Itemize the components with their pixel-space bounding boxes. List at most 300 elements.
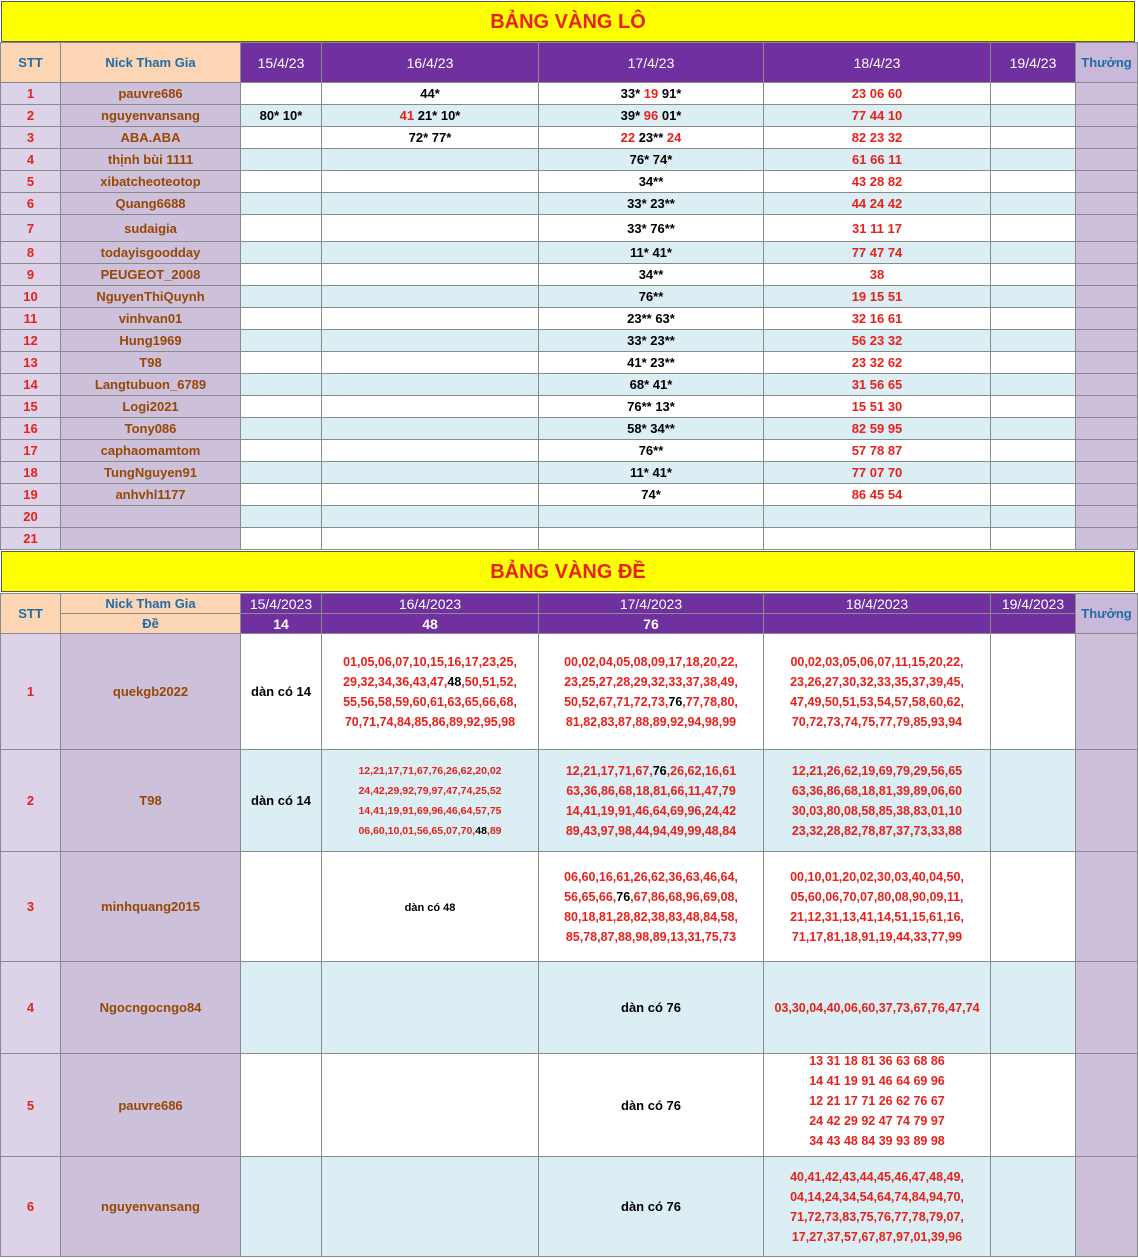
de-cell-d15 <box>241 852 322 962</box>
lo-cell-d16 <box>322 374 539 396</box>
lo-cell-d17: 34** <box>539 264 764 286</box>
de-number-list <box>764 867 990 947</box>
de-number-segment: 01,05,06,07,10,15,16,17,23,25, <box>343 654 517 669</box>
de-number-segment: 48 <box>475 824 487 837</box>
de-cell-d16 <box>322 852 539 962</box>
lo-stt: 3 <box>1 127 61 149</box>
de-result-17: 76 <box>539 614 764 634</box>
lo-prize <box>1076 462 1138 484</box>
lo-cell-d16 <box>322 440 539 462</box>
de-header-date-18: 18/4/2023 <box>764 594 991 614</box>
de-number-line <box>539 781 763 801</box>
lo-row <box>1 127 1138 149</box>
lo-cell-d16 <box>322 528 539 550</box>
lo-nick: Langtubuon_6789 <box>61 374 241 396</box>
de-number-segment: 06,60,10,01,56,65,07,70, <box>358 824 476 837</box>
de-result-row <box>1 614 1138 634</box>
de-number-list <box>322 761 538 841</box>
de-row <box>1 634 1138 750</box>
header-date-17: 17/4/23 <box>539 43 764 83</box>
lo-stt: 6 <box>1 193 61 215</box>
lo-cell-d18: 38 <box>764 264 991 286</box>
header-date-15: 15/4/23 <box>241 43 322 83</box>
lo-nick <box>61 506 241 528</box>
lo-cell-d16 <box>322 193 539 215</box>
lo-row <box>1 193 1138 215</box>
de-number-line <box>539 761 763 781</box>
lo-cell-d18: 31 56 65 <box>764 374 991 396</box>
de-cell-d18 <box>764 634 991 750</box>
de-number-line <box>764 1187 990 1207</box>
lo-stt: 9 <box>1 264 61 286</box>
de-number-line <box>322 761 538 781</box>
de-dan-label: dàn có 14 <box>251 684 311 699</box>
lo-row <box>1 215 1138 242</box>
lo-cell-d16: 72* 77* <box>322 127 539 149</box>
lo-nick: TungNguyen91 <box>61 462 241 484</box>
lo-cell-d16 <box>322 149 539 171</box>
de-row <box>1 1157 1138 1257</box>
lo-cell-d19 <box>991 286 1076 308</box>
de-number-segment: ,67,86,68,96,69,08, <box>630 889 738 904</box>
lo-cell-d19 <box>991 528 1076 550</box>
de-number-segment: 70,71,74,84,85,86,89,92,95,98 <box>344 714 516 729</box>
de-number-line <box>764 672 990 692</box>
de-number-segment: 34 43 48 84 39 93 89 98 <box>809 1134 945 1148</box>
lo-nick: Hung1969 <box>61 330 241 352</box>
de-number-segment: 76 <box>616 889 631 904</box>
de-number-segment: 71,17,81,18,91,19,44,33,77,99 <box>791 929 963 944</box>
de-number-segment: 12,21,17,71,67,76,26,62,20,02 <box>358 764 502 777</box>
de-number-line <box>322 712 538 732</box>
de-prize <box>1076 852 1138 962</box>
de-row <box>1 1054 1138 1157</box>
lo-cell-d17 <box>539 506 764 528</box>
lo-stt: 10 <box>1 286 61 308</box>
de-number-segment: 23,25,27,28,29,32,33,37,38,49, <box>564 674 738 689</box>
de-number-segment: 55,56,58,59,60,61,63,65,66,68, <box>343 694 517 709</box>
de-number-line <box>764 712 990 732</box>
lo-cell-d19 <box>991 484 1076 506</box>
lo-nick: vinhvan01 <box>61 308 241 330</box>
de-number-list <box>764 652 990 732</box>
lo-cell-d19 <box>991 264 1076 286</box>
de-number-line <box>764 998 990 1018</box>
de-number-line <box>764 1207 990 1227</box>
de-cell-d18 <box>764 962 991 1054</box>
de-stt: 1 <box>1 634 61 750</box>
lo-pick: 33* <box>620 86 644 101</box>
lo-cell-d16 <box>322 462 539 484</box>
lo-cell-d16 <box>322 242 539 264</box>
de-header-stt: STT <box>1 594 61 634</box>
lo-cell-d17: 33* 23** <box>539 330 764 352</box>
lo-cell-d17: 76** 13* <box>539 396 764 418</box>
de-cell-d19 <box>991 852 1076 962</box>
de-number-line <box>764 692 990 712</box>
de-number-line <box>539 652 763 672</box>
de-number-segment: ,77,78,80, <box>682 694 738 709</box>
de-result-19 <box>991 614 1076 634</box>
de-prize <box>1076 962 1138 1054</box>
lo-pick: 96 <box>643 108 659 123</box>
lo-row <box>1 528 1138 550</box>
lo-cell-d18: 56 23 32 <box>764 330 991 352</box>
de-number-segment: 56,65,66, <box>564 889 617 904</box>
de-number-segment: 70,72,73,74,75,77,79,85,93,94 <box>791 714 963 729</box>
lo-cell-d15 <box>241 242 322 264</box>
de-number-segment: 23,26,27,30,32,33,35,37,39,45, <box>790 674 964 689</box>
de-cell-d18 <box>764 1054 991 1157</box>
de-number-segment: ,50,51,52, <box>461 674 517 689</box>
lo-cell-d19 <box>991 127 1076 149</box>
lo-cell-d15 <box>241 264 322 286</box>
de-header-date-15: 15/4/2023 <box>241 594 322 614</box>
de-number-line <box>764 1071 990 1091</box>
lo-pick: 23** <box>635 130 667 145</box>
lo-prize <box>1076 171 1138 193</box>
de-banner <box>1 551 1135 592</box>
de-dan-label: dàn có 76 <box>621 1000 681 1015</box>
lo-cell-d17: 74* <box>539 484 764 506</box>
lo-row <box>1 506 1138 528</box>
de-number-line <box>322 652 538 672</box>
lo-row <box>1 149 1138 171</box>
lo-cell-d15 <box>241 149 322 171</box>
de-number-segment: 30,03,80,08,58,85,38,83,01,10 <box>791 803 963 818</box>
lo-cell-d15 <box>241 506 322 528</box>
de-header-row <box>1 594 1138 614</box>
de-nick: minhquang2015 <box>61 852 241 962</box>
de-stt: 6 <box>1 1157 61 1257</box>
lo-pick: 41 <box>399 108 415 123</box>
de-row <box>1 962 1138 1054</box>
lo-nick: PEUGEOT_2008 <box>61 264 241 286</box>
de-table <box>0 593 1138 1257</box>
lo-cell-d17 <box>539 127 764 149</box>
de-number-segment: 00,02,04,05,08,09,17,18,20,22, <box>564 654 738 669</box>
lo-row <box>1 264 1138 286</box>
de-header-nick: Nick Tham Gia <box>61 594 241 614</box>
lo-cell-d17: 23** 63* <box>539 308 764 330</box>
lo-cell-d17: 41* 23** <box>539 352 764 374</box>
de-cell-d16 <box>322 1157 539 1257</box>
lo-cell-d19 <box>991 418 1076 440</box>
lo-stt: 2 <box>1 105 61 127</box>
de-number-line <box>764 1227 990 1247</box>
lo-cell-d17: 33* 23** <box>539 193 764 215</box>
de-nick: pauvre686 <box>61 1054 241 1157</box>
lo-cell-d17: 58* 34** <box>539 418 764 440</box>
de-number-line <box>764 887 990 907</box>
de-number-segment: 63,36,86,68,18,81,39,89,06,60 <box>791 783 963 798</box>
de-stt: 4 <box>1 962 61 1054</box>
lo-cell-d18: 86 45 54 <box>764 484 991 506</box>
lo-nick: sudaigia <box>61 215 241 242</box>
de-dan-label: dàn có 48 <box>404 902 456 914</box>
lo-stt: 13 <box>1 352 61 374</box>
lo-cell-d18: 43 28 82 <box>764 171 991 193</box>
de-header-de: Đề <box>61 614 241 634</box>
lo-pick: 24 <box>666 130 682 145</box>
de-number-list <box>764 1054 990 1152</box>
lo-cell-d19 <box>991 83 1076 105</box>
de-number-segment: 80,18,81,28,82,38,83,48,84,58, <box>564 909 738 924</box>
de-number-segment: 76 <box>668 694 683 709</box>
de-number-line <box>539 672 763 692</box>
lo-prize <box>1076 83 1138 105</box>
lo-cell-d18 <box>764 506 991 528</box>
de-stt: 3 <box>1 852 61 962</box>
lo-nick: todayisgoodday <box>61 242 241 264</box>
lo-cell-d17: 11* 41* <box>539 462 764 484</box>
de-cell-d19 <box>991 634 1076 750</box>
lo-stt: 17 <box>1 440 61 462</box>
lo-cell-d18: 82 59 95 <box>764 418 991 440</box>
de-number-segment: 63,36,86,68,18,81,66,11,47,79 <box>566 783 736 798</box>
de-cell-d15 <box>241 962 322 1054</box>
lo-row <box>1 242 1138 264</box>
lo-cell-d15 <box>241 528 322 550</box>
de-number-segment: 14 41 19 91 46 64 69 96 <box>809 1074 945 1088</box>
de-number-line <box>764 761 990 781</box>
de-number-segment: 81,82,83,87,88,89,92,94,98,99 <box>565 714 737 729</box>
lo-cell-d15 <box>241 462 322 484</box>
lo-cell-d16 <box>322 264 539 286</box>
de-number-line <box>539 907 763 927</box>
de-number-list <box>539 761 763 841</box>
lo-row <box>1 286 1138 308</box>
de-cell-d19 <box>991 1054 1076 1157</box>
de-number-segment: ,89 <box>486 824 502 837</box>
lo-cell-d19 <box>991 440 1076 462</box>
lo-pick: 19 <box>643 86 659 101</box>
de-number-line <box>322 692 538 712</box>
lo-pick: 01* <box>658 108 682 123</box>
lo-row <box>1 418 1138 440</box>
lo-cell-d19 <box>991 396 1076 418</box>
de-number-segment: 23,32,28,82,78,87,37,73,33,88 <box>791 823 963 838</box>
lo-row <box>1 308 1138 330</box>
lo-cell-d19 <box>991 105 1076 127</box>
de-cell-d17 <box>539 750 764 852</box>
de-number-line <box>764 1111 990 1131</box>
de-number-line <box>764 801 990 821</box>
lo-cell-d16 <box>322 418 539 440</box>
de-number-line <box>539 801 763 821</box>
de-cell-d17 <box>539 634 764 750</box>
lo-cell-d17: 76** <box>539 440 764 462</box>
lo-cell-d19 <box>991 149 1076 171</box>
de-cell-d17 <box>539 852 764 962</box>
lo-cell-d19 <box>991 308 1076 330</box>
de-header-date-17: 17/4/2023 <box>539 594 764 614</box>
de-cell-d15 <box>241 1157 322 1257</box>
lo-prize <box>1076 286 1138 308</box>
de-number-segment: 04,14,24,34,54,64,74,84,94,70, <box>790 1189 964 1204</box>
lo-stt: 14 <box>1 374 61 396</box>
lo-cell-d15 <box>241 418 322 440</box>
de-stt: 5 <box>1 1054 61 1157</box>
lo-cell-d16: 44* <box>322 83 539 105</box>
de-cell-d18 <box>764 1157 991 1257</box>
de-number-segment: 85,78,87,88,98,89,13,31,75,73 <box>565 929 737 944</box>
de-number-list <box>764 1167 990 1247</box>
de-number-line <box>322 781 538 801</box>
de-number-line <box>322 821 538 841</box>
lo-cell-d15 <box>241 193 322 215</box>
lo-cell-d15: 80* 10* <box>241 105 322 127</box>
lo-prize <box>1076 242 1138 264</box>
de-number-segment: 24 42 29 92 47 74 79 97 <box>809 1114 945 1128</box>
de-title: BẢNG VÀNG ĐỀ <box>490 561 646 583</box>
lo-cell-d15 <box>241 286 322 308</box>
lo-row <box>1 352 1138 374</box>
de-number-line <box>764 781 990 801</box>
lo-row <box>1 396 1138 418</box>
lo-row <box>1 484 1138 506</box>
de-number-line <box>764 1054 990 1072</box>
de-number-segment: 13 31 18 81 36 63 68 86 <box>809 1054 945 1068</box>
de-cell-d16 <box>322 962 539 1054</box>
de-number-list <box>539 867 763 947</box>
lo-prize <box>1076 105 1138 127</box>
lo-cell-d19 <box>991 193 1076 215</box>
lo-row <box>1 83 1138 105</box>
de-number-segment: 76 <box>652 763 667 778</box>
de-number-line <box>539 927 763 947</box>
lo-cell-d16 <box>322 484 539 506</box>
lo-cell-d18 <box>764 528 991 550</box>
de-number-segment: 12,21,26,62,19,69,79,29,56,65 <box>791 763 963 778</box>
lo-stt: 19 <box>1 484 61 506</box>
de-cell-d16 <box>322 750 539 852</box>
de-number-segment: 12 21 17 71 26 62 76 67 <box>809 1094 945 1108</box>
lo-prize <box>1076 352 1138 374</box>
lo-cell-d16 <box>322 330 539 352</box>
lo-header-row <box>1 43 1138 83</box>
lo-nick: Quang6688 <box>61 193 241 215</box>
lo-pick: 21* 10* <box>414 108 461 123</box>
lo-row <box>1 105 1138 127</box>
de-dan-label: dàn có 14 <box>251 793 311 808</box>
lo-cell-d18: 44 24 42 <box>764 193 991 215</box>
de-nick: quekgb2022 <box>61 634 241 750</box>
de-prize <box>1076 1157 1138 1257</box>
lo-prize <box>1076 308 1138 330</box>
lo-title: BẢNG VÀNG LÔ <box>490 11 646 33</box>
de-nick: nguyenvansang <box>61 1157 241 1257</box>
lo-cell-d16 <box>322 396 539 418</box>
lo-cell-d19 <box>991 330 1076 352</box>
de-nick: Ngocngocngo84 <box>61 962 241 1054</box>
de-number-line <box>764 1131 990 1151</box>
lo-cell-d17: 11* 41* <box>539 242 764 264</box>
header-nick: Nick Tham Gia <box>61 43 241 83</box>
de-number-segment: ,26,62,16,61 <box>666 763 737 778</box>
lo-cell-d17 <box>539 105 764 127</box>
lo-prize <box>1076 330 1138 352</box>
lo-cell-d15 <box>241 127 322 149</box>
lo-nick <box>61 528 241 550</box>
de-number-segment: 14,41,19,91,46,64,69,96,24,42 <box>565 803 737 818</box>
lo-row <box>1 171 1138 193</box>
de-number-segment: 50,52,67,71,72,73, <box>564 694 669 709</box>
lo-prize <box>1076 506 1138 528</box>
lo-cell-d18: 31 11 17 <box>764 215 991 242</box>
de-number-list <box>764 998 990 1018</box>
lo-cell-d15 <box>241 396 322 418</box>
lo-cell-d18: 77 47 74 <box>764 242 991 264</box>
de-number-line <box>764 907 990 927</box>
de-cell-d15 <box>241 750 322 852</box>
de-number-line <box>539 692 763 712</box>
lo-nick: T98 <box>61 352 241 374</box>
de-number-line <box>539 821 763 841</box>
de-number-list <box>539 652 763 732</box>
lo-stt: 12 <box>1 330 61 352</box>
de-number-segment: 06,60,16,61,26,62,36,63,46,64, <box>564 869 738 884</box>
de-number-line <box>322 801 538 821</box>
de-result-15: 14 <box>241 614 322 634</box>
lo-row <box>1 374 1138 396</box>
de-cell-d17 <box>539 1054 764 1157</box>
lo-cell-d19 <box>991 462 1076 484</box>
lo-nick: xibatcheoteotop <box>61 171 241 193</box>
de-number-segment: 00,02,03,05,06,07,11,15,20,22, <box>790 654 964 669</box>
de-cell-d19 <box>991 750 1076 852</box>
lo-cell-d17: 34** <box>539 171 764 193</box>
de-number-line <box>322 672 538 692</box>
de-number-list <box>322 652 538 732</box>
lo-prize <box>1076 127 1138 149</box>
lo-row <box>1 440 1138 462</box>
lo-cell-d15 <box>241 374 322 396</box>
lo-nick: pauvre686 <box>61 83 241 105</box>
lo-prize <box>1076 396 1138 418</box>
lo-nick: thịnh bùi 1111 <box>61 149 241 171</box>
header-prize: Thưởng <box>1076 43 1138 83</box>
lo-pick: 91* <box>658 86 682 101</box>
de-number-line <box>764 927 990 947</box>
lo-prize <box>1076 440 1138 462</box>
de-header-date-19: 19/4/2023 <box>991 594 1076 614</box>
de-number-segment: 17,27,37,57,67,87,97,01,39,96 <box>791 1229 963 1244</box>
lo-prize <box>1076 193 1138 215</box>
lo-cell-d18: 15 51 30 <box>764 396 991 418</box>
lo-stt: 5 <box>1 171 61 193</box>
header-stt: STT <box>1 43 61 83</box>
lo-cell-d15 <box>241 484 322 506</box>
de-number-line <box>764 821 990 841</box>
lo-row <box>1 462 1138 484</box>
de-number-line <box>764 652 990 672</box>
lo-prize <box>1076 264 1138 286</box>
lo-cell-d16 <box>322 215 539 242</box>
lo-stt: 21 <box>1 528 61 550</box>
lo-stt: 11 <box>1 308 61 330</box>
de-number-segment: 48 <box>447 674 462 689</box>
lo-cell-d17: 76* 74* <box>539 149 764 171</box>
de-cell-d18 <box>764 750 991 852</box>
de-row <box>1 852 1138 962</box>
de-header-date-16: 16/4/2023 <box>322 594 539 614</box>
de-number-line <box>539 712 763 732</box>
lo-prize <box>1076 484 1138 506</box>
de-number-segment: 21,12,31,13,41,14,51,15,61,16, <box>790 909 964 924</box>
lo-pick: 39* <box>620 108 644 123</box>
lo-prize <box>1076 374 1138 396</box>
